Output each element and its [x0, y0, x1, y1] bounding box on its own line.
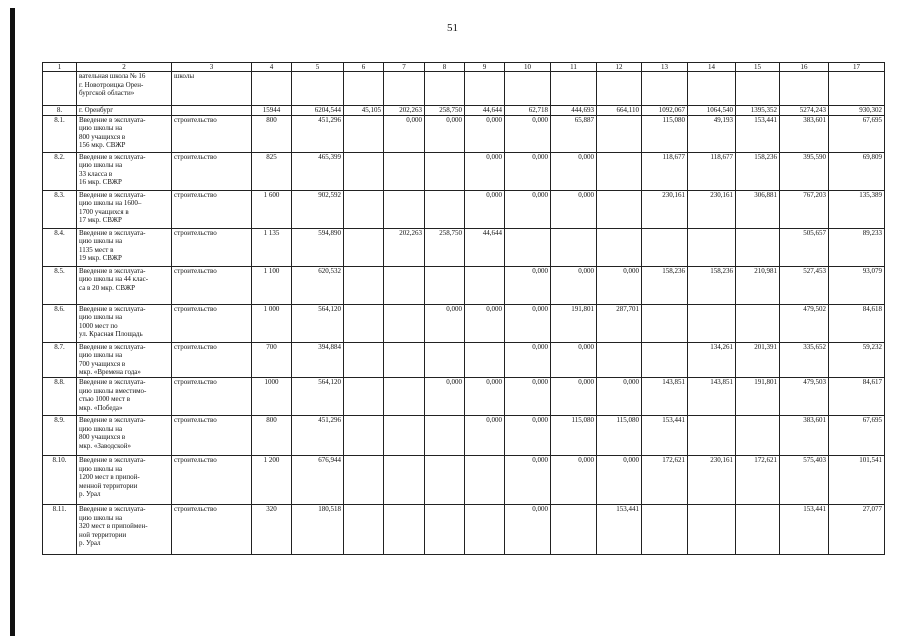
amount-cell: 191,801: [551, 304, 597, 342]
binding-edge: [10, 8, 15, 636]
amount-cell: [384, 504, 425, 554]
amount-cell: 45,105: [344, 106, 384, 116]
row-number: 8.1.: [43, 115, 77, 152]
amount-cell: 0,000: [505, 455, 551, 504]
table-row: [43, 304, 885, 342]
amount-cell: [688, 228, 736, 266]
work-type: строительство: [172, 377, 252, 415]
header-cell: 6: [344, 63, 384, 72]
amount-cell: 0,000: [465, 377, 505, 415]
amount-cell: 258,750: [425, 228, 465, 266]
amount-cell: 115,080: [642, 115, 688, 152]
table-row: [43, 504, 885, 554]
header-cell: 10: [505, 63, 551, 72]
amount-cell: 0,000: [551, 266, 597, 304]
amount-cell: 210,981: [736, 266, 780, 304]
amount-cell: 0,000: [505, 304, 551, 342]
amount-cell: 0,000: [505, 190, 551, 228]
amount-cell: 202,263: [384, 228, 425, 266]
amount-cell: 135,389: [829, 190, 885, 228]
amount-cell: 0,000: [505, 504, 551, 554]
amount-cell: 258,750: [425, 106, 465, 116]
amount-cell: 0,000: [465, 415, 505, 455]
amount-cell: 101,541: [829, 455, 885, 504]
row-number: 8.5.: [43, 266, 77, 304]
object-name: Введение в эксплуата- цию школы на 800 учащихся в мкр. «Заводской»: [77, 415, 172, 455]
amount-cell: 335,652: [780, 342, 829, 377]
amount-cell: 394,884: [292, 342, 344, 377]
header-cell: 16: [780, 63, 829, 72]
amount-cell: [597, 72, 642, 106]
amount-cell: [344, 228, 384, 266]
amount-cell: 306,881: [736, 190, 780, 228]
row-number: [43, 72, 77, 106]
amount-cell: 69,809: [829, 152, 885, 190]
amount-cell: 118,677: [642, 152, 688, 190]
amount-cell: 564,120: [292, 377, 344, 415]
amount-cell: 620,532: [292, 266, 344, 304]
amount-cell: [642, 342, 688, 377]
amount-cell: 153,441: [736, 115, 780, 152]
object-name: Введение в эксплуата- цию школы вместимо- стью 1000 мест в мкр. «Победа»: [77, 377, 172, 415]
table-row: [43, 72, 885, 106]
amount-cell: 0,000: [465, 152, 505, 190]
capacity-cell: 800: [252, 115, 292, 152]
amount-cell: [736, 72, 780, 106]
amount-cell: [425, 190, 465, 228]
amount-cell: [425, 342, 465, 377]
amount-cell: [642, 504, 688, 554]
header-cell: 13: [642, 63, 688, 72]
amount-cell: [642, 304, 688, 342]
amount-cell: 153,441: [642, 415, 688, 455]
amount-cell: 5274,243: [780, 106, 829, 116]
amount-cell: [384, 190, 425, 228]
work-type: школы: [172, 72, 252, 106]
amount-cell: 115,080: [597, 415, 642, 455]
row-number: 8.4.: [43, 228, 77, 266]
object-name: Введение в эксплуата- цию школы на 320 мест в припоймен- ной территории р. Урал: [77, 504, 172, 554]
amount-cell: 0,000: [505, 266, 551, 304]
table-row: [43, 115, 885, 152]
object-name: г. Оренбург: [77, 106, 172, 116]
amount-cell: 230,161: [688, 190, 736, 228]
amount-cell: [688, 72, 736, 106]
capacity-cell: [252, 72, 292, 106]
amount-cell: 93,079: [829, 266, 885, 304]
work-type: строительство: [172, 342, 252, 377]
amount-cell: 287,701: [597, 304, 642, 342]
amount-cell: [551, 72, 597, 106]
amount-cell: [344, 152, 384, 190]
amount-cell: 444,693: [551, 106, 597, 116]
table-row: [43, 342, 885, 377]
work-type: строительство: [172, 190, 252, 228]
amount-cell: 594,890: [292, 228, 344, 266]
row-number: 8.10.: [43, 455, 77, 504]
amount-cell: 59,232: [829, 342, 885, 377]
object-name: Введение в эксплуата- цию школы на 800 учащихся в 156 мкр. СВЖР: [77, 115, 172, 152]
amount-cell: [465, 266, 505, 304]
amount-cell: 505,657: [780, 228, 829, 266]
object-name: Введение в эксплуата- цию школы на 33 класса в 16 мкр. СВЖР: [77, 152, 172, 190]
work-type: строительство: [172, 504, 252, 554]
amount-cell: 0,000: [425, 304, 465, 342]
amount-cell: [829, 72, 885, 106]
amount-cell: 451,296: [292, 415, 344, 455]
amount-cell: [344, 415, 384, 455]
amount-cell: 1092,067: [642, 106, 688, 116]
table-row: [43, 266, 885, 304]
header-cell: 12: [597, 63, 642, 72]
amount-cell: 902,592: [292, 190, 344, 228]
amount-cell: 158,236: [736, 152, 780, 190]
object-name: вательная школа № 16 г. Новотроицка Орен- бургской области»: [77, 72, 172, 106]
table-row: [43, 152, 885, 190]
amount-cell: 67,695: [829, 415, 885, 455]
row-number: 8.8.: [43, 377, 77, 415]
amount-cell: 180,518: [292, 504, 344, 554]
amount-cell: [384, 342, 425, 377]
amount-cell: 62,718: [505, 106, 551, 116]
amount-cell: 89,233: [829, 228, 885, 266]
amount-cell: 0,000: [505, 342, 551, 377]
amount-cell: 0,000: [551, 152, 597, 190]
header-cell: 17: [829, 63, 885, 72]
amount-cell: [505, 72, 551, 106]
header-cell: 1: [43, 63, 77, 72]
amount-cell: [780, 72, 829, 106]
capacity-cell: 1000: [252, 377, 292, 415]
object-name: Введение в эксплуата- цию школы на 1600– 1700 учащихся в 17 мкр. СВЖР: [77, 190, 172, 228]
amount-cell: [597, 152, 642, 190]
header-cell: 4: [252, 63, 292, 72]
row-number: 8.7.: [43, 342, 77, 377]
amount-cell: 202,263: [384, 106, 425, 116]
amount-cell: [344, 115, 384, 152]
amount-cell: [384, 415, 425, 455]
amount-cell: 143,851: [688, 377, 736, 415]
amount-cell: 84,617: [829, 377, 885, 415]
amount-cell: 479,503: [780, 377, 829, 415]
amount-cell: [642, 72, 688, 106]
amount-cell: 0,000: [425, 377, 465, 415]
table-row: [43, 415, 885, 455]
amount-cell: 0,000: [551, 455, 597, 504]
amount-cell: [344, 190, 384, 228]
work-type: строительство: [172, 228, 252, 266]
table-row: [43, 455, 885, 504]
amount-cell: 479,502: [780, 304, 829, 342]
capacity-cell: 15944: [252, 106, 292, 116]
amount-cell: 0,000: [465, 115, 505, 152]
row-number: 8.2.: [43, 152, 77, 190]
amount-cell: 930,302: [829, 106, 885, 116]
capacity-cell: 700: [252, 342, 292, 377]
row-number: 8.3.: [43, 190, 77, 228]
amount-cell: [465, 455, 505, 504]
capacity-cell: 1 100: [252, 266, 292, 304]
amount-cell: [597, 115, 642, 152]
header-cell: 8: [425, 63, 465, 72]
amount-cell: 0,000: [505, 115, 551, 152]
amount-cell: 383,601: [780, 415, 829, 455]
amount-cell: 44,644: [465, 106, 505, 116]
amount-cell: 158,236: [688, 266, 736, 304]
object-name: Введение в эксплуата- цию школы на 1000 мест по ул. Красная Площадь: [77, 304, 172, 342]
table-body: [43, 63, 885, 555]
amount-cell: 564,120: [292, 304, 344, 342]
amount-cell: 0,000: [465, 304, 505, 342]
amount-cell: 143,851: [642, 377, 688, 415]
row-number: 8.6.: [43, 304, 77, 342]
amount-cell: 191,801: [736, 377, 780, 415]
summary-row: [43, 106, 885, 116]
amount-cell: 465,399: [292, 152, 344, 190]
row-number: 8.9.: [43, 415, 77, 455]
amount-cell: [344, 377, 384, 415]
amount-cell: [292, 72, 344, 106]
amount-cell: [344, 266, 384, 304]
amount-cell: [597, 228, 642, 266]
table-row: [43, 190, 885, 228]
table-row: [43, 228, 885, 266]
amount-cell: 1064,540: [688, 106, 736, 116]
amount-cell: [425, 504, 465, 554]
amount-cell: 0,000: [505, 152, 551, 190]
amount-cell: 49,193: [688, 115, 736, 152]
work-type: строительство: [172, 266, 252, 304]
amount-cell: [736, 304, 780, 342]
amount-cell: [425, 72, 465, 106]
amount-cell: [344, 304, 384, 342]
amount-cell: 575,403: [780, 455, 829, 504]
amount-cell: 158,236: [642, 266, 688, 304]
header-cell: 9: [465, 63, 505, 72]
amount-cell: 153,441: [597, 504, 642, 554]
amount-cell: 0,000: [425, 115, 465, 152]
header-cell: 5: [292, 63, 344, 72]
amount-cell: 230,161: [688, 455, 736, 504]
amount-cell: [384, 377, 425, 415]
amount-cell: 451,296: [292, 115, 344, 152]
amount-cell: 0,000: [597, 455, 642, 504]
capacity-cell: 1 200: [252, 455, 292, 504]
amount-cell: [597, 342, 642, 377]
amount-cell: [688, 504, 736, 554]
page-number: 51: [447, 22, 458, 34]
amount-cell: 65,887: [551, 115, 597, 152]
amount-cell: [465, 342, 505, 377]
amount-cell: 6204,544: [292, 106, 344, 116]
amount-cell: [465, 72, 505, 106]
amount-cell: [384, 72, 425, 106]
amount-cell: [736, 228, 780, 266]
amount-cell: [425, 266, 465, 304]
amount-cell: [344, 72, 384, 106]
amount-cell: 0,000: [505, 415, 551, 455]
capacity-cell: 1 135: [252, 228, 292, 266]
amount-cell: 0,000: [551, 342, 597, 377]
amount-cell: [344, 504, 384, 554]
amount-cell: 1395,352: [736, 106, 780, 116]
amount-cell: [384, 152, 425, 190]
amount-cell: [505, 228, 551, 266]
amount-cell: 172,621: [642, 455, 688, 504]
row-number: 8.: [43, 106, 77, 116]
amount-cell: 201,391: [736, 342, 780, 377]
header-cell: 3: [172, 63, 252, 72]
amount-cell: [425, 152, 465, 190]
header-cell: 2: [77, 63, 172, 72]
amount-cell: 0,000: [465, 190, 505, 228]
work-type: строительство: [172, 115, 252, 152]
object-name: Введение в эксплуата- цию школы на 1200 мест в припой- менной территории р. Урал: [77, 455, 172, 504]
amount-cell: 115,080: [551, 415, 597, 455]
work-type: [172, 106, 252, 116]
work-type: строительство: [172, 152, 252, 190]
amount-cell: [384, 455, 425, 504]
amount-cell: 676,944: [292, 455, 344, 504]
amount-cell: 664,110: [597, 106, 642, 116]
amount-cell: [384, 304, 425, 342]
amount-cell: [425, 455, 465, 504]
amount-cell: 0,000: [505, 377, 551, 415]
amount-cell: 0,000: [597, 266, 642, 304]
capacity-cell: 825: [252, 152, 292, 190]
header-cell: 11: [551, 63, 597, 72]
object-name: Введение в эксплуата- цию школы на 1135 мест в 19 мкр. СВЖР: [77, 228, 172, 266]
amount-cell: 0,000: [551, 190, 597, 228]
amount-cell: 0,000: [384, 115, 425, 152]
capacity-cell: 320: [252, 504, 292, 554]
work-type: строительство: [172, 415, 252, 455]
amount-cell: 527,453: [780, 266, 829, 304]
header-cell: 15: [736, 63, 780, 72]
budget-table: [42, 62, 885, 555]
amount-cell: 383,601: [780, 115, 829, 152]
amount-cell: 0,000: [551, 377, 597, 415]
work-type: строительство: [172, 455, 252, 504]
amount-cell: 395,590: [780, 152, 829, 190]
amount-cell: 230,161: [642, 190, 688, 228]
amount-cell: 767,203: [780, 190, 829, 228]
capacity-cell: 1 600: [252, 190, 292, 228]
object-name: Введение в эксплуата- цию школы на 700 учащихся в мкр. «Времена года»: [77, 342, 172, 377]
row-number: 8.11.: [43, 504, 77, 554]
amount-cell: 84,618: [829, 304, 885, 342]
amount-cell: [688, 304, 736, 342]
amount-cell: 118,677: [688, 152, 736, 190]
amount-cell: 172,621: [736, 455, 780, 504]
amount-cell: [642, 228, 688, 266]
amount-cell: [736, 415, 780, 455]
amount-cell: [597, 190, 642, 228]
amount-cell: [551, 228, 597, 266]
object-name: Введение в эксплуата- цию школы на 44 клас- са в 20 мкр. СВЖР: [77, 266, 172, 304]
capacity-cell: 1 000: [252, 304, 292, 342]
amount-cell: [688, 415, 736, 455]
amount-cell: [465, 504, 505, 554]
header-row: [43, 63, 885, 72]
amount-cell: [344, 342, 384, 377]
header-cell: 7: [384, 63, 425, 72]
amount-cell: [425, 415, 465, 455]
amount-cell: 134,261: [688, 342, 736, 377]
amount-cell: 67,695: [829, 115, 885, 152]
amount-cell: 27,077: [829, 504, 885, 554]
amount-cell: 153,441: [780, 504, 829, 554]
amount-cell: [736, 504, 780, 554]
header-cell: 14: [688, 63, 736, 72]
amount-cell: [344, 455, 384, 504]
amount-cell: 0,000: [597, 377, 642, 415]
amount-cell: [551, 504, 597, 554]
amount-cell: 44,644: [465, 228, 505, 266]
capacity-cell: 800: [252, 415, 292, 455]
amount-cell: [384, 266, 425, 304]
table-row: [43, 377, 885, 415]
work-type: строительство: [172, 304, 252, 342]
